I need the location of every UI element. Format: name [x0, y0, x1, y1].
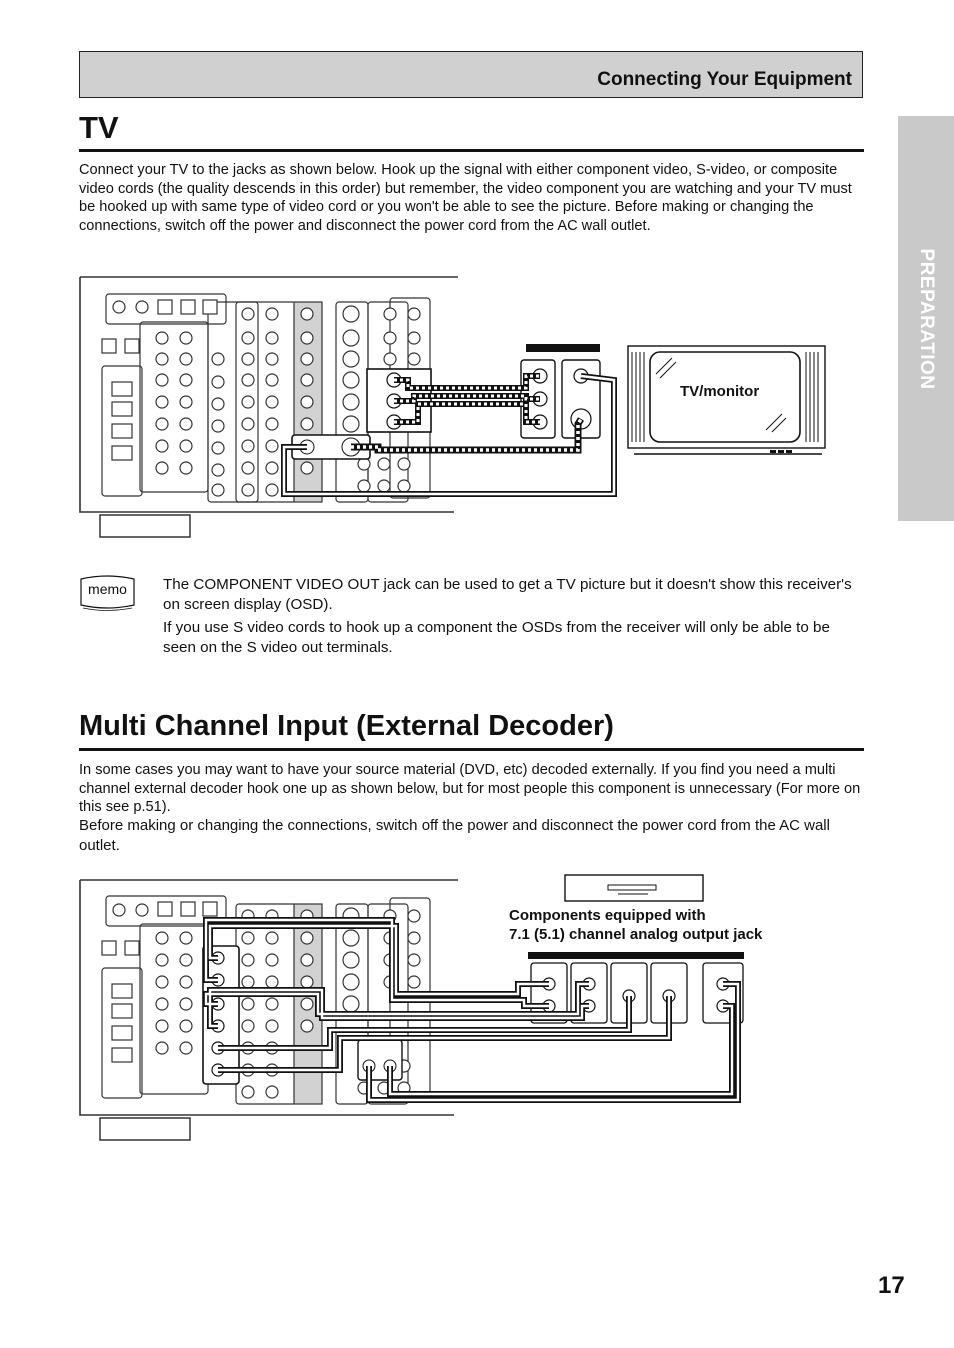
- tv-section-body: Connect your TV to the jacks as shown below. Hook up the signal with either component video, S-video, or composite video cords (the quality descends in this order) but remember, the video component you are watching and your TV must be hooked up with same type of video cord or you won't be able to see the picture. Before making or changing the connections, switch off the power and disconnect the power cord from the AC wall outlet.: [79, 162, 852, 234]
- tv-connection-diagram: [78, 274, 628, 540]
- decoder-label-line1: Components equipped with: [509, 907, 706, 924]
- tv-monitor-illustration: [626, 344, 828, 459]
- chapter-side-tab: [898, 116, 954, 521]
- tv-monitor-label: TV/monitor: [680, 383, 760, 400]
- memo-note-2: If you use S video cords to hook up a component the OSDs from the receiver will only be able to be seen on the S video out terminals.: [163, 619, 830, 656]
- page-number: 17: [878, 1272, 905, 1299]
- section-header-title: Connecting Your Equipment: [597, 69, 852, 90]
- multi-channel-title-rule: [79, 748, 864, 751]
- multi-channel-section-title: Multi Channel Input (External Decoder): [79, 710, 614, 742]
- tv-title-rule: [79, 149, 864, 152]
- decoder-label-line2: 7.1 (5.1) channel analog output jack: [509, 926, 763, 943]
- tv-section-title: TV: [79, 110, 119, 145]
- memo-note-1: The COMPONENT VIDEO OUT jack can be used to get a TV picture but it doesn't show this receiver's on screen display (OSD).: [163, 576, 852, 613]
- multi-channel-body-1: In some cases you may want to have your source material (DVD, etc) decoded externally. If you find you need a multi channel external decoder hook one up as shown below, but for most people this component is unnecessary (For more on this see p.51).: [79, 762, 861, 816]
- section-header-bar: [79, 51, 863, 98]
- memo-icon: [79, 575, 136, 611]
- multi-channel-body-2: Before making or changing the connections, switch off the power and disconnect the power cord from the AC wall outlet.: [79, 817, 830, 854]
- chapter-side-tab-label: PREPARATION: [916, 248, 937, 389]
- memo-icon-label: memo: [88, 581, 127, 597]
